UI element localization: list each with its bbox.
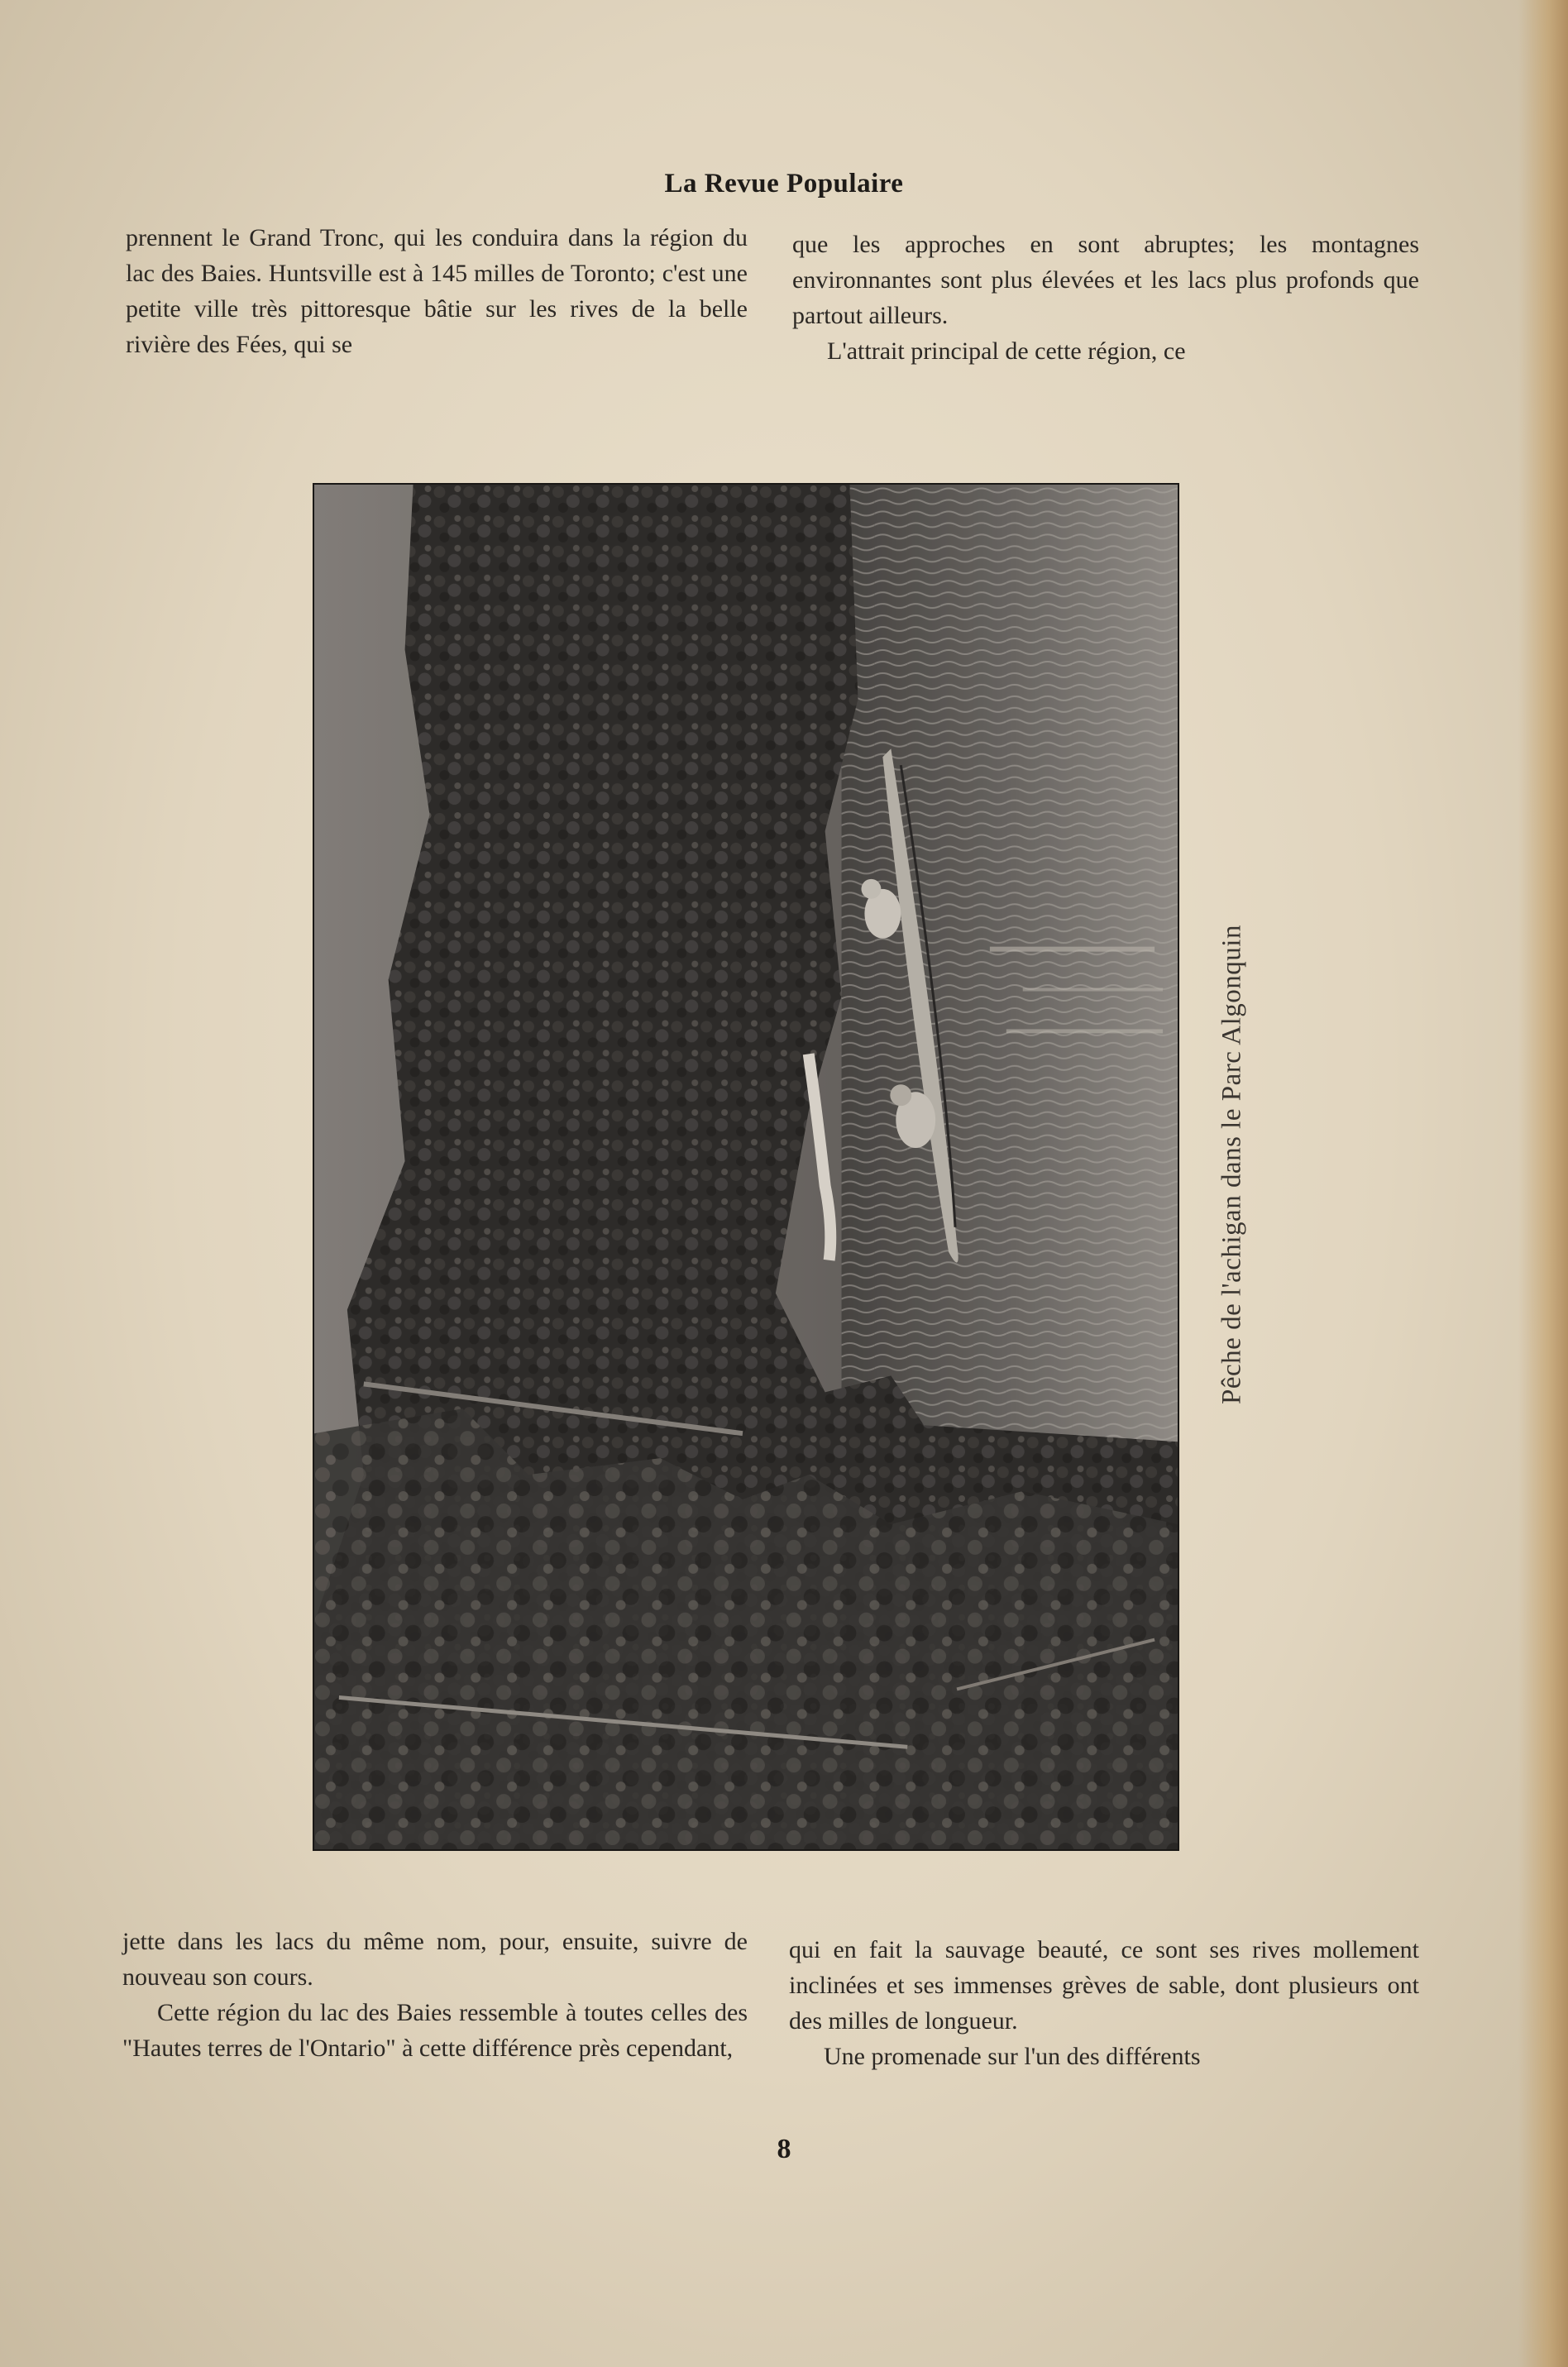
paragraph: prennent le Grand Tronc, qui les conduira dans la région du lac des Baies. Huntsville est à 145 milles de Toronto; c'est une petite ville très pittoresque bâtie sur les rives de la belle rivière des Fées, qui se — [126, 224, 748, 358]
text-column-top-left — [126, 220, 748, 362]
paragraph: L'attrait principal de cette région, ce — [827, 337, 1186, 365]
photograph-fishing-canoe — [313, 483, 1179, 1851]
page-number: 8 — [777, 2134, 791, 2164]
running-head: La Revue Populaire — [664, 169, 904, 198]
text-column-top-right — [792, 227, 1419, 369]
text-column-bottom-right — [789, 1932, 1419, 2074]
photo-illustration — [314, 485, 1178, 1849]
page-edge-discoloration — [1518, 0, 1568, 2367]
paragraph: qui en fait la sauvage beauté, ce sont ses rives mollement inclinées et ses immenses grèves de sable, dont plusieurs ont des milles de longueur. — [789, 1936, 1419, 2035]
figure-caption-text: Pêche de l'achigan dans le Parc Algonquin — [1217, 925, 1247, 1404]
paragraph: que les approches en sont abruptes; les montagnes environnantes sont plus élevées et les lacs plus profonds que partout ailleurs. — [792, 231, 1419, 329]
text-column-bottom-left — [122, 1924, 748, 2066]
paragraph: jette dans les lacs du même nom, pour, ensuite, suivre de nouveau son cours. — [122, 1928, 748, 1991]
paragraph: Cette région du lac des Baies ressemble à toutes celles des "Hautes terres de l'Ontario" à cette différence près cependant, — [122, 1999, 748, 2062]
paragraph: Une promenade sur l'un des différents — [824, 2043, 1201, 2070]
